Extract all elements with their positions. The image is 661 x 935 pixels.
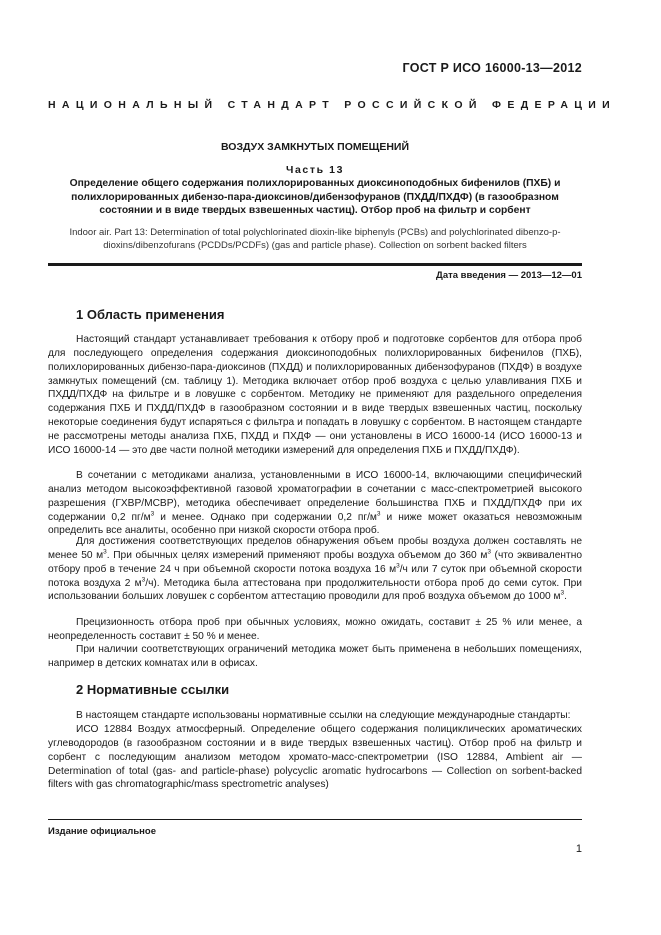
english-title: Indoor air. Part 13: Determination of total polychlorinated dioxin-like biphenyls (PCBs) and polychlorinated dibenzo-p-dioxins/dibenzofurans (PCDDs/PCDFs) (gas and particle phase). Collection on sorbent backed filters	[69, 227, 561, 251]
section-2-reference-iso-12884: ИСО 12884 Воздух атмосферный. Определение общего содержания полициклических ароматических углеводородов (в газообразном состоянии и в виде твердых взвешенных частиц). Отбор проб на фильтр и сорбент с последующим анализом методом хромато-масс-спектрометрии (ISO 12884, Ambient air — Determination of total (gas- and particle-phase) polycyclic aromatic hydrocarbons — Collection on sorbent-backed filters with gas chromatographic/mass spectrometric analyses)	[48, 724, 582, 791]
section-2-paragraph-1: В настоящем стандарте использованы нормативные ссылки на следующие международные стандарты:	[76, 710, 571, 721]
section-1-paragraph-1: Настоящий стандарт устанавливает требования к отбору проб и подготовке сорбентов для отбора проб для последующего определения содержания диоксиноподобных полихлорированных бифенилов (ПХБ), полихлорированных дибензо-пара-диоксинов (ПХДД) и полихлорированных дибензофуранов (ПХДФ) в воздухе замкнутых помещений (см. таблицу 1). Методика включает отбор проб воздуха с целью улавливания ПХБ и ПХДД/ПХДФ на фильтре и в ловушке с сорбентом. Методику не применяют для раздельного определения содержания ПХБ И ПХДД/ПХДФ в газообразном состоянии и в виде твердых взвешенных частиц, поскольку некоторые соединения будут испаряться с фильтра и попадать в ловушку с сорбентом. В настоящем стандарте не рассмотрены методы анализа ПХБ, ПХДД и ПХДФ — они установлены в ИСО 16000-14 (ИСО 16000-13 и ИСО 16000-14 — это две части полной методики измерений для определения ПХБ и ПХДД/ПХДФ).	[48, 334, 582, 456]
document-code: ГОСТ Р ИСО 16000-13—2012	[402, 61, 582, 75]
official-edition-label: Издание официальное	[48, 826, 156, 837]
section-1-heading: 1 Область применения	[76, 307, 225, 322]
header-divider	[48, 263, 582, 266]
introduction-date: Дата введения — 2013—12—01	[436, 270, 582, 281]
page-number: 1	[575, 843, 582, 855]
document-part: Часть 13	[285, 164, 345, 176]
national-standard-heading: НАЦИОНАЛЬНЫЙ СТАНДАРТ РОССИЙСКОЙ ФЕДЕРАЦИИ	[48, 99, 617, 111]
section-1-paragraph-4: Прецизионность отбора проб при обычных условиях, можно ожидать, составит ± 25 % или менее, а неопределенность составит ± 50 % и менее.	[48, 617, 582, 642]
document-subtitle: Определение общего содержания полихлорированных диоксиноподобных бифенилов (ПХБ) и полихлорированных дибензо-пара-диоксинов/дибензофуранов (ПХДД/ПХДФ) (в газообразном состоянии и в виде твердых взвешенных частиц). Отбор проб на фильтр и сорбент	[69, 178, 561, 217]
section-1-paragraph-2: В сочетании с методиками анализа, установленными в ИСО 16000-14, включающими специфический анализ методом высокоэффективной газовой хроматографии в сочетании с масс-спектрометрией высокого разрешения (ГХВР/МСВР), методика обеспечивает определение большинства ПХБ и ПХДД/ПХДФ при их содержании 0,2 $пг/м^3$ и менее. Однако при содержании 0,2 $пг/м^3$ и ниже может оказаться невозможным определить все аналиты, особенно при низкой скорости отбора проб.	[48, 470, 583, 537]
section-1-paragraph-5: При наличии соответствующих ограничений методика может быть применена в небольших помещениях, например в детских комнатах или в офисах.	[48, 644, 582, 669]
document-title: ВОЗДУХ ЗАМКНУТЫХ ПОМЕЩЕНИЙ	[220, 141, 409, 153]
section-1-paragraph-3: Для достижения соответствующих пределов обнаружения объем пробы воздуха должен составлять не менее 50 $м^3$. При обычных целях измерений применяют пробы воздуха объемом до 360 $м^3$ (что эквивалентно отбору проб в течение 24 ч при объемной скорости потока воздуха 16 $м^3/ч$ или 7 суток при объемной скорости потока воздуха 2 $м^3/ч$). Методика была аттестована при продолжительности отбора проб до семи суток. При использовании больших ловушек с сорбентом аттестацию проводили для проб воздуха объемом до 1000 $м^3$.	[48, 536, 582, 603]
footer-divider	[48, 819, 582, 820]
section-2-heading: 2 Нормативные ссылки	[76, 682, 230, 697]
